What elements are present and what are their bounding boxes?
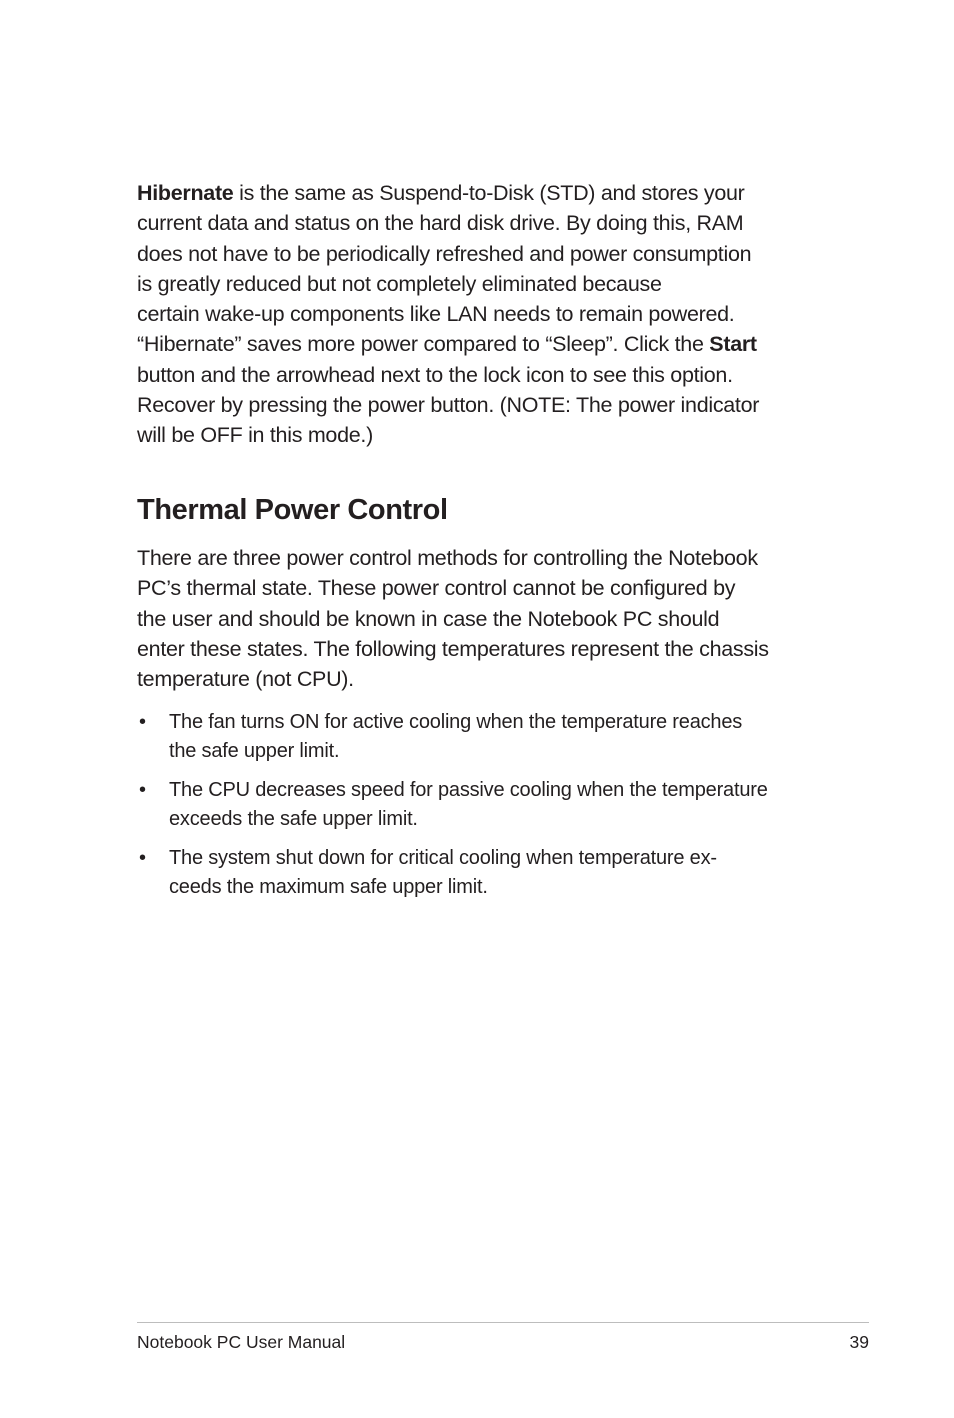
paragraph-line: button and the arrowhead next to the lock icon to see this option. (137, 362, 733, 387)
paragraph-line: There are three power control methods for controlling the Notebook (137, 546, 758, 570)
start-term: Start (709, 332, 757, 357)
bullet-marker: • (139, 711, 146, 733)
list-item (137, 708, 837, 765)
page-number: 39 (849, 1332, 869, 1352)
paragraph-line: is greatly reduced but not completely eliminated because (137, 271, 662, 296)
list-item-line: ceeds the maximum safe upper limit. (169, 875, 488, 898)
list-item (137, 776, 837, 833)
paragraph-line: enter these states. The following temperatures represent the chassis (137, 636, 769, 661)
hibernate-term: Hibernate (137, 181, 234, 205)
footer-divider (137, 1322, 869, 1323)
list-item (137, 844, 837, 901)
paragraph-line: temperature (not CPU). (137, 667, 354, 692)
paragraph-line: Recover by pressing the power button. (NOTE: The power indicator (137, 393, 760, 418)
paragraph-line: Hibernate is the same as Suspend-to-Disk (STD) and stores your (137, 181, 745, 205)
list-item-line: The CPU decreases speed for passive cooling when the temperature (169, 779, 768, 801)
hibernate-paragraph (137, 178, 837, 451)
list-item-line: The system shut down for critical cooling when temperature ex- (169, 847, 717, 869)
section-heading: Thermal Power Control (137, 494, 448, 526)
paragraph-line: the user and should be known in case the Notebook PC should (137, 606, 720, 631)
paragraph-line: current data and status on the hard disk drive. By doing this, RAM (137, 211, 744, 236)
list-item-line: The fan turns ON for active cooling when the temperature reaches (169, 711, 743, 733)
paragraph-line: certain wake-up components like LAN needs to remain powered. (137, 302, 735, 327)
paragraph-line: PC’s thermal state. These power control cannot be configured by (137, 576, 736, 601)
footer-title: Notebook PC User Manual (137, 1332, 346, 1352)
paragraph-line: “Hibernate” saves more power compared to “Sleep”. Click the Start (137, 332, 757, 357)
bullet-marker: • (139, 847, 146, 869)
thermal-intro-paragraph (137, 543, 837, 694)
list-item-line: the safe upper limit. (169, 739, 340, 762)
thermal-methods-list (137, 708, 837, 912)
list-item-line: exceeds the safe upper limit. (169, 807, 418, 830)
paragraph-line: does not have to be periodically refreshed and power consumption (137, 241, 752, 266)
paragraph-line: will be OFF in this mode.) (137, 423, 373, 448)
bullet-marker: • (139, 779, 146, 801)
